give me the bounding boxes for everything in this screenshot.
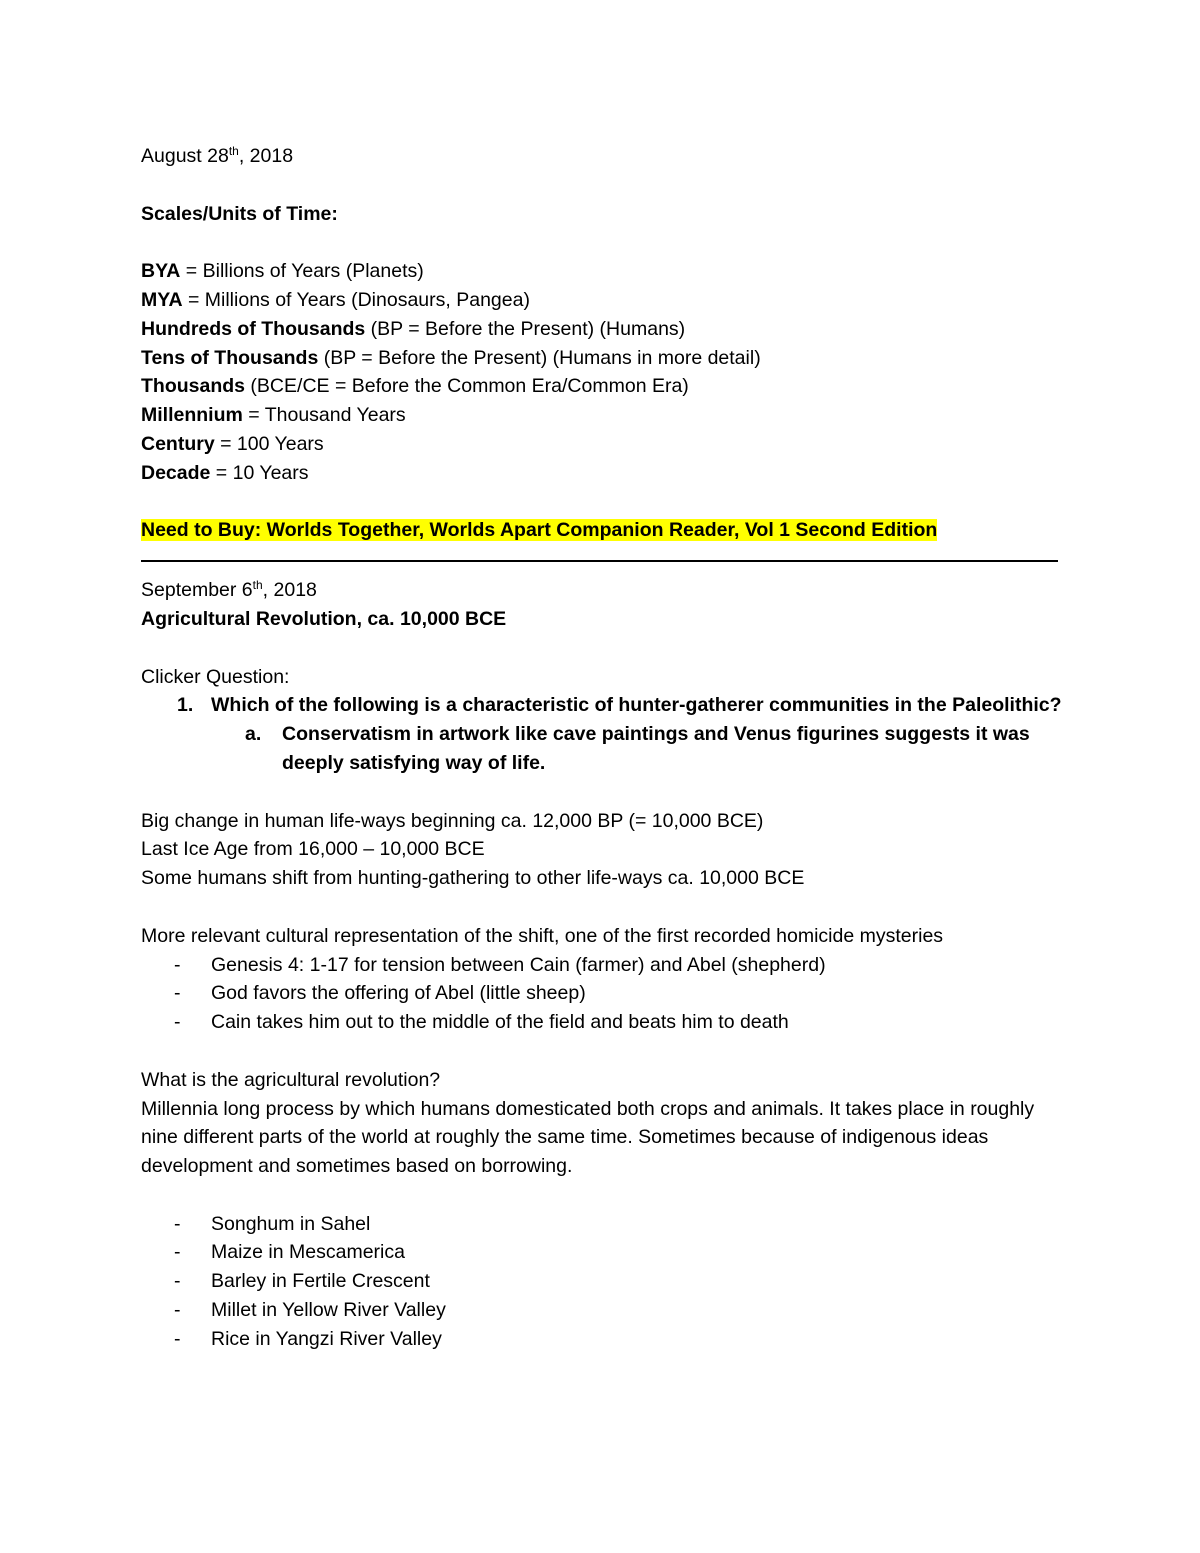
- scale-item: [141, 257, 1061, 286]
- dash-bullet: -: [174, 953, 181, 976]
- list-item: [141, 1210, 1061, 1239]
- spacer: [141, 228, 1061, 257]
- scale-definition: = Billions of Years (Planets): [180, 260, 424, 283]
- list-item-text: Barley in Fertile Crescent: [211, 1270, 430, 1293]
- scale-definition: = Millions of Years (Dinosaurs, Pangea): [182, 288, 530, 311]
- list-item-text: Songhum in Sahel: [211, 1212, 371, 1235]
- scale-term: BYA: [141, 260, 181, 283]
- fact-line: Some humans shift from hunting-gathering to other life-ways ca. 10,000 BCE: [141, 867, 805, 890]
- dash-bullet: -: [174, 982, 181, 1005]
- highlighted-text: Need to Buy: Worlds Together, Worlds Apart Companion Reader, Vol 1 Second Edition: [141, 519, 938, 542]
- dash-bullet: -: [174, 1241, 181, 1264]
- date-text: August 28: [141, 145, 229, 167]
- cultural-list: [141, 951, 1061, 1037]
- scale-term: Millennium: [141, 404, 243, 427]
- answer-text: Conservatism in artwork like cave paintings and Venus figurines suggests it was deeply satisfying way of life.: [282, 723, 1030, 774]
- date-suffix: th: [228, 144, 239, 158]
- cultural-heading: More relevant cultural representation of the shift, one of the first recorded homicide mysteries: [141, 924, 944, 947]
- list-item: [141, 1325, 1061, 1354]
- clicker-label: Clicker Question:: [141, 665, 290, 688]
- scale-item: [141, 459, 1061, 488]
- section-divider: [141, 560, 1058, 562]
- scale-definition: (BCE/CE = Before the Common Era/Common Era): [245, 375, 689, 398]
- date-year: , 2018: [262, 579, 317, 602]
- scales-list: [141, 257, 1061, 487]
- spacer: [141, 171, 1061, 200]
- answer-letter: a.: [245, 723, 262, 746]
- lecture-title: Agricultural Revolution, ca. 10,000 BCE: [141, 607, 507, 630]
- spacer: [141, 1181, 1061, 1210]
- list-item-text: Maize in Mescamerica: [211, 1241, 405, 1264]
- spacer: [141, 1037, 1061, 1066]
- date-august: [141, 142, 1061, 171]
- question-text: Which of the following is a characteristic of hunter-gatherer communities in the Paleolithic?: [211, 694, 1062, 717]
- date-year: , 2018: [238, 145, 294, 167]
- list-item: [141, 1238, 1061, 1267]
- scale-term: Decade: [141, 461, 211, 484]
- scale-item: [141, 315, 1061, 344]
- scale-term: Hundreds of Thousands: [141, 317, 366, 340]
- list-item: [141, 951, 1061, 980]
- scale-term: Tens of Thousands: [141, 346, 319, 369]
- spacer: [141, 634, 1061, 663]
- list-item-text: Genesis 4: 1-17 for tension between Cain (farmer) and Abel (shepherd): [211, 953, 826, 976]
- list-item: [141, 1267, 1061, 1296]
- list-item-text: Rice in Yangzi River Valley: [211, 1327, 442, 1350]
- what-is-question: What is the agricultural revolution?: [141, 1068, 441, 1091]
- spacer: [141, 893, 1061, 922]
- date-suffix: th: [252, 578, 263, 593]
- scale-item: [141, 344, 1061, 373]
- list-item-text: Cain takes him out to the middle of the field and beats him to death: [211, 1011, 789, 1034]
- spacer: [141, 488, 1061, 517]
- fact-line: Last Ice Age from 16,000 – 10,000 BCE: [141, 838, 485, 861]
- scale-term: Thousands: [141, 375, 246, 398]
- scale-definition: = Thousand Years: [242, 404, 406, 427]
- scale-item: [141, 401, 1061, 430]
- list-item-text: Millet in Yellow River Valley: [211, 1299, 446, 1322]
- list-item: [141, 1296, 1061, 1325]
- what-is-answer: Millennia long process by which humans domesticated both crops and animals. It takes place in roughly nine different parts of the world at roughly the same time. Sometimes because of indigenous ideas development and sometimes based on borrowing.: [141, 1097, 1035, 1178]
- need-to-buy-note: [141, 516, 1061, 545]
- scale-item: [141, 286, 1061, 315]
- scale-definition: = 10 Years: [210, 461, 309, 484]
- list-item: [141, 1008, 1061, 1037]
- scale-term: MYA: [141, 288, 183, 311]
- list-item: [141, 979, 1061, 1008]
- date-september: [141, 576, 1061, 605]
- list-item-text: God favors the offering of Abel (little sheep): [211, 982, 586, 1005]
- scale-definition: = 100 Years: [214, 432, 324, 455]
- spacer: [141, 778, 1061, 807]
- clicker-answer: [141, 720, 1072, 778]
- question-number: 1.: [177, 694, 194, 717]
- fact-line: Big change in human life-ways beginning ca. 12,000 BP (= 10,000 BCE): [141, 809, 764, 832]
- dash-bullet: -: [174, 1327, 181, 1350]
- notes-content: [141, 142, 1061, 1354]
- scale-term: Century: [141, 432, 215, 455]
- dash-bullet: -: [174, 1212, 181, 1235]
- scale-item: [141, 372, 1061, 401]
- scale-definition: (BP = Before the Present) (Humans in more detail): [318, 346, 761, 369]
- dash-bullet: -: [174, 1011, 181, 1034]
- scales-heading: Scales/Units of Time:: [141, 202, 338, 225]
- scale-definition: (BP = Before the Present) (Humans): [365, 317, 686, 340]
- dash-bullet: -: [174, 1270, 181, 1293]
- date-text: September 6: [141, 579, 253, 602]
- clicker-question: [141, 691, 1071, 720]
- crops-list: [141, 1210, 1061, 1354]
- dash-bullet: -: [174, 1299, 181, 1322]
- scale-item: [141, 430, 1061, 459]
